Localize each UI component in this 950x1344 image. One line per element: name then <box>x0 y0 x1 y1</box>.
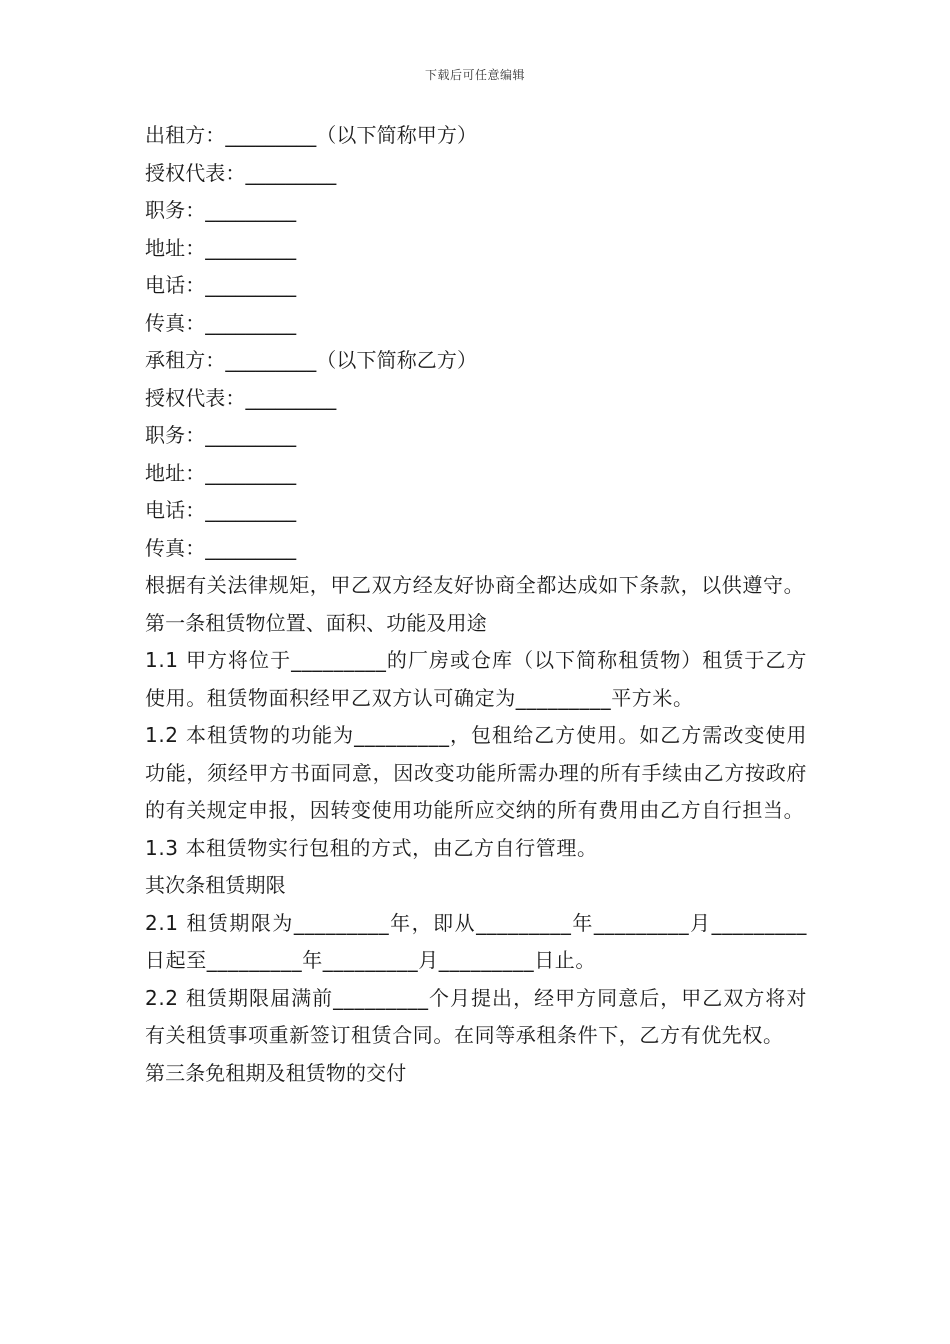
intro-paragraph: 根据有关法律规矩，甲乙双方经友好协商全都达成如下条款，以供遵守。 <box>145 573 805 597</box>
lessee-fax-line: 传真：_________ <box>145 535 297 560</box>
clause-1-2: 1.2 本租赁物的功能为_________，包租给乙方使用。如乙方需改变使用功能，须经甲方书面同意，因改变功能所需办理的所有手续由乙方按政府的有关规定申报，因转变使用功能所应交纳的所有费用由乙方自行担当。 <box>145 723 807 822</box>
article-3-title: 第三条免租期及租赁物的交付 <box>145 1060 407 1085</box>
lessor-representative-line: 授权代表：_________ <box>145 160 337 185</box>
lessor-address-line: 地址：_________ <box>145 235 297 260</box>
page-header: 下载后可任意编辑 <box>424 68 525 82</box>
clause-1-3: 1.3 本租赁物实行包租的方式，由乙方自行管理。 <box>145 835 598 860</box>
contract-body <box>145 117 807 1092</box>
clause-2-2: 2.2 租赁期限届满前_________个月提出，经甲方同意后，甲乙双方将对有关租赁事项重新签订租赁合同。在同等承租条件下，乙方有优先权。 <box>145 985 807 1047</box>
lessor-fax-line: 传真：_________ <box>145 310 297 335</box>
lessee-representative-line: 授权代表：_________ <box>145 385 337 410</box>
lessee-phone-line: 电话：_________ <box>145 498 297 522</box>
lessee-address-line: 地址：_________ <box>145 460 297 485</box>
article-2-title: 其次条租赁期限 <box>145 873 286 897</box>
lessor-line: 出租方：_________（以下简称甲方） <box>145 123 478 147</box>
lessee-position-line: 职务：_________ <box>145 423 297 447</box>
article-1-title: 第一条租赁物位置、面积、功能及用途 <box>145 610 487 635</box>
lessor-position-line: 职务：_________ <box>145 198 297 222</box>
clause-2-1: 2.1 租赁期限为_________年，即从_________年_________月_________日起至_________年_________月_________日止。 <box>145 910 807 972</box>
lessor-phone-line: 电话：_________ <box>145 273 297 297</box>
lessee-line: 承租方：_________（以下简称乙方） <box>145 348 478 372</box>
clause-1-1: 1.1 甲方将位于_________的厂房或仓库（以下简称租赁物）租赁于乙方使用。租赁物面积经甲乙双方认可确定为_________平方米。 <box>145 648 807 710</box>
